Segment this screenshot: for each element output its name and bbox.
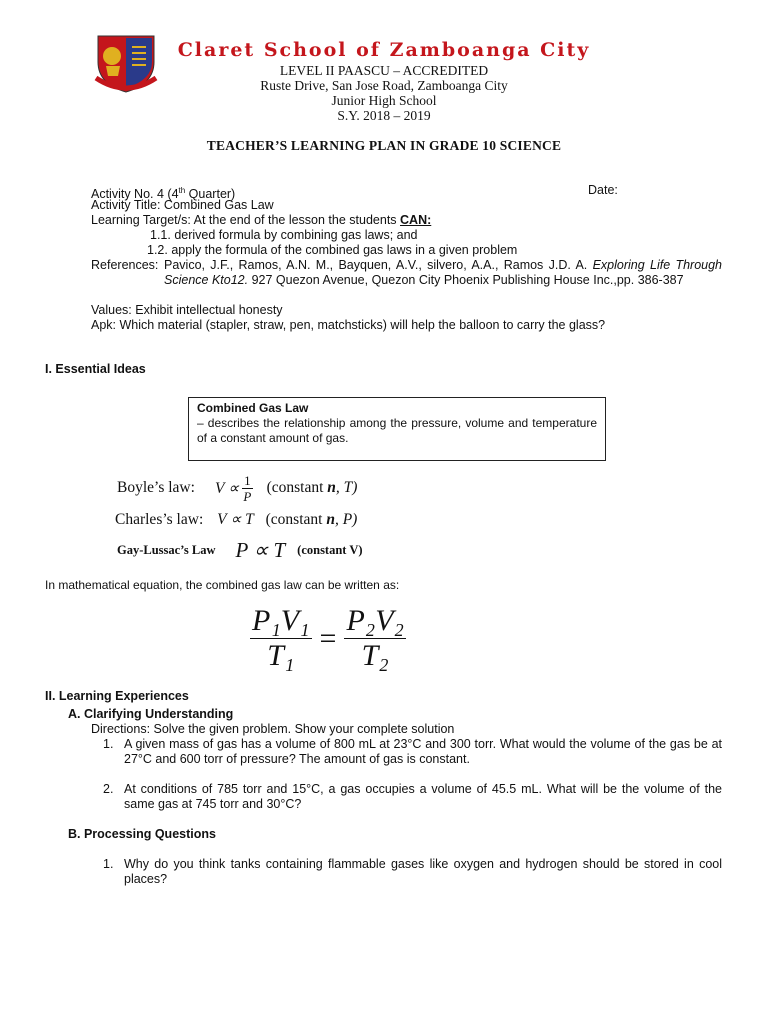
- directions-text: Directions: Solve the given problem. Show your complete solution: [91, 722, 455, 736]
- charles-law-expr: V ∝ T: [217, 511, 254, 528]
- learning-target-item-1: 1.1. derived formula by combining gas laws; and: [150, 228, 418, 242]
- accreditation: LEVEL II PAASCU – ACCREDITED: [279, 63, 489, 78]
- school-address: Ruste Drive, San Jose Road, Zamboanga City: [260, 78, 508, 93]
- values-line: Values: Exhibit intellectual honesty: [91, 303, 283, 317]
- equation-equals: =: [319, 621, 337, 655]
- gay-lussac-expr: P ∝ T: [235, 538, 286, 562]
- school-name: Claret School of Zamboanga City: [177, 39, 591, 61]
- problem-text: At conditions of 785 torr and 15°C, a gas occupies a volume of 45.5 mL. What will be the volume of the same gas at 745 torr and 30°C?: [124, 782, 722, 811]
- date-label: Date:: [588, 183, 618, 197]
- problem-number: 2.: [103, 782, 114, 796]
- boyles-law-constant: (constant n, T): [266, 479, 358, 496]
- school-level: Junior High School: [331, 93, 437, 108]
- gay-lussac-law: [117, 538, 363, 563]
- references-text: Pavico, J.F., Ramos, A.N. M., Bayquen, A.V., silvero, A.A., Ramos J.D. A. Exploring Life Through Science Kto12. 927 Quezon Avenue, Quezon City Phoenix Publishing House Inc.,pp. 386-387: [164, 258, 722, 287]
- equation-right-fraction: $\frac{\text{P₂V₂}}{\text{T₂}}$: [346, 604, 404, 672]
- gay-lussac-constant: (constant V): [297, 543, 363, 557]
- references-label: References:: [91, 258, 159, 272]
- processing-questions-heading: B. Processing Questions: [68, 827, 216, 841]
- essential-ideas-heading: I. Essential Ideas: [45, 362, 146, 376]
- activity-title: Activity Title: Combined Gas Law: [91, 198, 274, 212]
- charles-law-constant: (constant n, P): [265, 511, 358, 528]
- charles-law: [115, 510, 357, 529]
- learning-experiences-heading: II. Learning Experiences: [45, 689, 189, 703]
- problem-text: A given mass of gas has a volume of 800 mL at 23°C and 300 torr. What would the volume of the gas be at 27°C and 600 torr of pressure? The amount of gas is constant.: [124, 737, 722, 766]
- apk-line: Apk: Which material (stapler, straw, pen, matchsticks) will help the balloon to carry the glass?: [91, 318, 606, 332]
- definition-title: Combined Gas Law: [197, 401, 309, 415]
- problem-number: 1.: [103, 737, 114, 751]
- boyles-law-label: Boyle’s law:: [117, 479, 195, 496]
- equation-left-fraction: $\frac{\text{P₁V₁}}{\text{T₁}}$: [252, 604, 310, 672]
- school-year: S.Y. 2018 – 2019: [337, 108, 431, 123]
- question-text: Why do you think tanks containing flammable gases like oxygen and hydrogen should be stored in cool places?: [124, 857, 722, 886]
- definition-box: [188, 397, 606, 461]
- learning-target-item-2: 1.2. apply the formula of the combined gas laws in a given problem: [147, 243, 518, 257]
- boyles-fraction: $\frac{1}{P}$: [243, 472, 252, 504]
- combined-gas-law-equation: [250, 604, 406, 673]
- activity-number: Activity No. 4 (4th Quarter): [91, 186, 236, 202]
- clarifying-understanding-heading: A. Clarifying Understanding: [68, 707, 234, 721]
- math-intro: In mathematical equation, the combined gas law can be written as:: [45, 578, 400, 592]
- charles-law-label: Charles’s law:: [115, 511, 204, 528]
- document-title: TEACHER’S LEARNING PLAN IN GRADE 10 SCIENCE: [206, 138, 562, 153]
- gay-lussac-label: Gay-Lussac’s Law: [117, 543, 216, 557]
- boyles-law: [117, 466, 357, 510]
- boyles-law-expr: V ∝: [214, 479, 240, 497]
- question-number: 1.: [103, 857, 114, 871]
- definition-text: – describes the relationship among the pressure, volume and temperature of a constant amount of gas.: [197, 416, 597, 445]
- learning-target: Learning Target/s: At the end of the lesson the students CAN:: [91, 213, 432, 227]
